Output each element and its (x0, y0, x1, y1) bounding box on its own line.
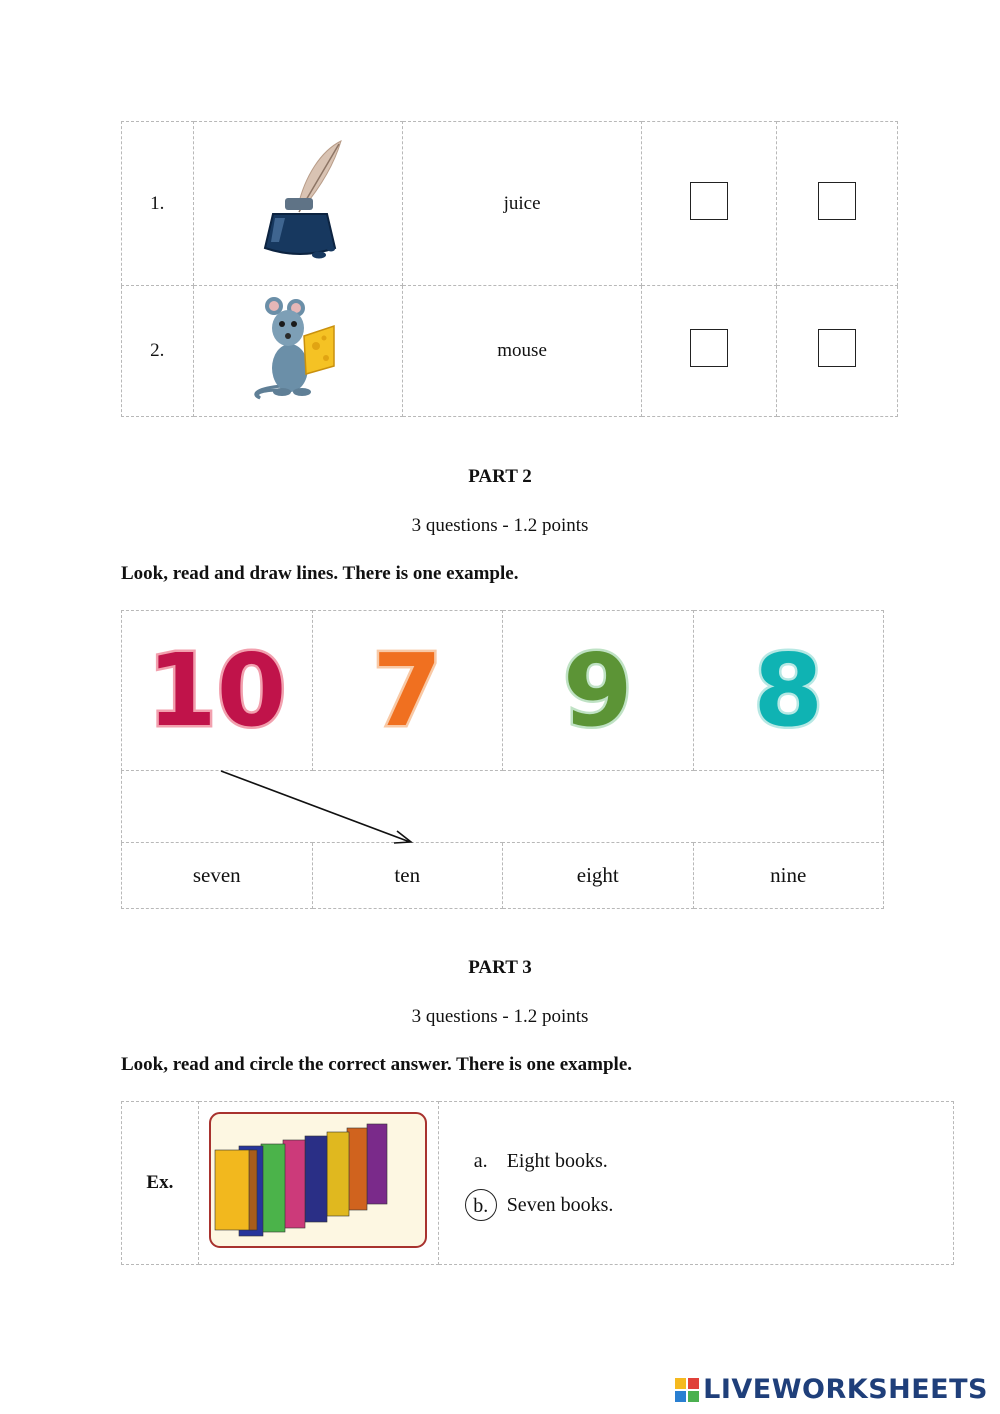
word-option[interactable]: seven (122, 843, 313, 909)
part3-heading: PART 3 (468, 957, 532, 978)
cross-cell (776, 286, 897, 417)
cross-cell (776, 122, 897, 286)
part1-table (121, 121, 898, 417)
brand-name: LIVEWORKSHEETS (703, 1374, 988, 1405)
inkwell-icon (243, 136, 353, 266)
checkbox[interactable] (818, 329, 856, 367)
number-card (503, 611, 694, 771)
numbers-row (122, 611, 884, 771)
part3-points: 3 questions - 1.2 points (411, 1006, 589, 1027)
number-card (122, 611, 313, 771)
number-eight: 8 (753, 631, 824, 749)
word-option[interactable]: ten (312, 843, 503, 909)
checkbox[interactable] (690, 329, 728, 367)
number-ten: 10 (147, 631, 287, 749)
answer-options (438, 1102, 953, 1265)
tick-cell (642, 122, 776, 286)
drawing-area[interactable] (122, 771, 884, 843)
option-letter: a. (473, 1150, 488, 1172)
part2-instruction: Look, read and draw lines. There is one example. (121, 563, 519, 584)
inkwell-picture (193, 122, 402, 286)
mouse-icon (248, 296, 348, 400)
part3-table (121, 1101, 954, 1265)
word-cell: mouse (402, 286, 642, 417)
mouse-picture (193, 286, 402, 417)
row-number: 2. (122, 286, 194, 417)
checkbox[interactable] (818, 182, 856, 220)
checkbox[interactable] (690, 182, 728, 220)
option-b[interactable] (465, 1189, 953, 1221)
option-a[interactable] (465, 1145, 953, 1177)
table-row (122, 286, 898, 417)
option-text: Seven books. (506, 1193, 614, 1216)
number-seven: 7 (372, 631, 443, 749)
word-option[interactable]: nine (693, 843, 884, 909)
books-picture (198, 1102, 438, 1265)
word-cell: juice (402, 122, 642, 286)
table-row (122, 1102, 954, 1265)
option-text: Eight books. (506, 1149, 608, 1172)
part3-instruction: Look, read and circle the correct answer. There is one example. (121, 1054, 633, 1075)
table-row (122, 122, 898, 286)
brand-logo (674, 1374, 988, 1405)
part2-points: 3 questions - 1.2 points (411, 515, 589, 536)
number-nine: 9 (562, 631, 633, 749)
books-icon (209, 1112, 427, 1248)
number-card (693, 611, 884, 771)
tick-cell (642, 286, 776, 417)
number-card (312, 611, 503, 771)
word-option[interactable]: eight (503, 843, 694, 909)
part2-table (121, 610, 884, 909)
row-number: 1. (122, 122, 194, 286)
liveworksheets-logo-icon (674, 1377, 700, 1403)
option-letter-circled: b. (465, 1189, 497, 1221)
example-label: Ex. (122, 1102, 199, 1265)
words-row (122, 843, 884, 909)
part2-heading: PART 2 (468, 466, 532, 487)
line-drawing-row (122, 771, 884, 843)
